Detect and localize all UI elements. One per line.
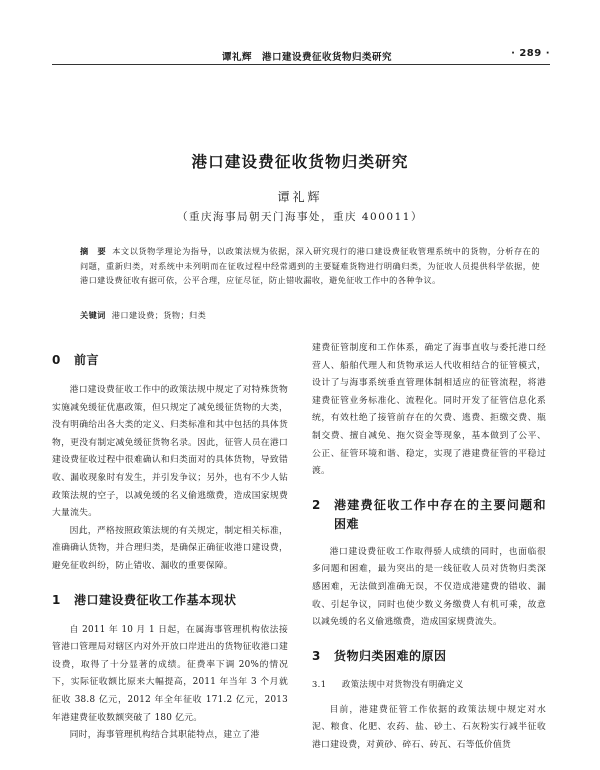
keywords-label: 关键词	[80, 310, 106, 320]
left-column	[52, 340, 288, 745]
header-rule	[52, 64, 550, 65]
keywords	[80, 308, 540, 322]
section-number-0: 0	[52, 353, 61, 367]
author-name: 谭礼辉	[277, 190, 323, 204]
section-title-0: 前言	[74, 353, 100, 367]
section-title-1: 港口建设费征收工作基本现状	[74, 592, 237, 607]
paragraph: 港口建设费征收工作中的政策法规中规定了对特殊货物实施减免缓征优惠政策，但只规定了减免缓征货物的大类，没有明确给出各大类的定义、归类标准和其中包括的具体货物，更没有制定减免缓征货物名录。因此，征管人员在港口建设费征收过程中很难确认和归类面对的具体货物，导致错收、漏收现象时有发生，并引发争议；另外，也有不少人钻政策法规的空子，以减免缓的名义偷逃缴费，造成国家规费大量流失。	[52, 385, 288, 519]
section-heading-1	[52, 591, 288, 610]
paragraph: 建费征管制度和工作体系，确定了海事直收与委托港口经营人、船舶代理人和货物承运人代收相结合的征管模式，设计了与海事系统垂直管理体制相适应的征管流程，将港建费征管业务标准化、流程化。同时开发了征管信息化系统，有效杜绝了接管前存在的欠费、逃费、拒缴交费、瓶制交费、擅自减免、拖欠资金等现象，基本做到了公平、公正、征管环境和谐、稳定，实现了港建费征管的平稳过渡。	[312, 343, 546, 477]
section-number-2: 2	[312, 497, 321, 512]
section-title-2: 港建费征收工作中存在的主要问题和困难	[334, 497, 546, 531]
paragraph: 同时，海事管理机构结合其职能特点，建立了港	[69, 730, 260, 741]
running-head-author: 谭礼辉	[222, 52, 253, 63]
section-heading-3	[312, 647, 546, 666]
abstract-label: 摘 要	[80, 246, 107, 256]
section-number-3: 3	[312, 648, 321, 663]
page-number: · 289 ·	[511, 48, 550, 59]
author-affiliation: （重庆海事局朝天门海事处，重庆 400011）	[177, 211, 423, 223]
abstract	[80, 244, 540, 288]
running-head	[52, 47, 550, 63]
running-head-article: 港口建设费征收货物归类研究	[262, 52, 393, 63]
subsection-number: 3.1	[312, 678, 327, 689]
section-title-3: 货物归类困难的原因	[334, 648, 447, 663]
section-heading-2	[312, 496, 546, 534]
paragraph: 因此，严格按照政策法规的有关规定，制定相关标准，准确确认货物，并合理归类，是确保正确征收港口建设费，避免征收纠纷，防止错收、漏收的重要保障。	[52, 525, 288, 571]
paragraph: 港口建设费征收工作取得骄人成绩的同时，也面临很多问题和困难，最为突出的是一线征收人员对货物归类深感困难，无法做到准确无误，不仅造成港建费的错收、漏收、引起争议，同时也使少数义务缴费人有机可乘，故意以减免缓的名义偷逃缴费，造成国家规费流失。	[312, 546, 546, 628]
paper-title: 港口建设费征收货物归类研究	[191, 153, 409, 171]
subsection-title: 政策法规中对货物没有明确定义	[342, 678, 464, 689]
abstract-text: 本文以货物学理论为指导，以政策法规为依据，深入研究现行的港口建设费征收管理系统中的货物，分析存在的问题，重新归类，对系统中未列明而在征收过程中经常遇到的主要疑难货物进行明确归类，为征收人员提供科学依据，使港口建设费征收有据可依，公平合理，应征尽征，防止错收漏收，避免征收工作中的各种争议。	[80, 246, 540, 285]
paragraph: 目前，港建费征管工作依据的政策法规中规定对水泥、粮食、化肥、农药、盐、砂土、石灰粉实行减半征收港口建设费，对黄砂、碎石、砖瓦、石等低价值货	[312, 704, 546, 750]
section-number-1: 1	[52, 592, 61, 607]
paragraph: 自 2011 年 10 月 1 日起，在属海事管理机构依法接管港口管理局对辖区内对外开放口岸进出的货物征收港口建设费，取得了十分显著的成绩。征费率下调 20%的情况下，实际征收额比原来大幅提高，2011 年当年 3 个月就征收 38.8 亿元，2012 年全年征收 171.2 亿元，2013 年港建费征收数额突破了 180 亿元。	[52, 624, 288, 723]
subsection-heading-3-1	[312, 676, 546, 692]
right-column	[312, 340, 546, 755]
running-head-title	[222, 49, 392, 63]
keywords-text: 港口建设费；货物；归类	[111, 310, 207, 320]
section-heading-0	[52, 351, 288, 370]
